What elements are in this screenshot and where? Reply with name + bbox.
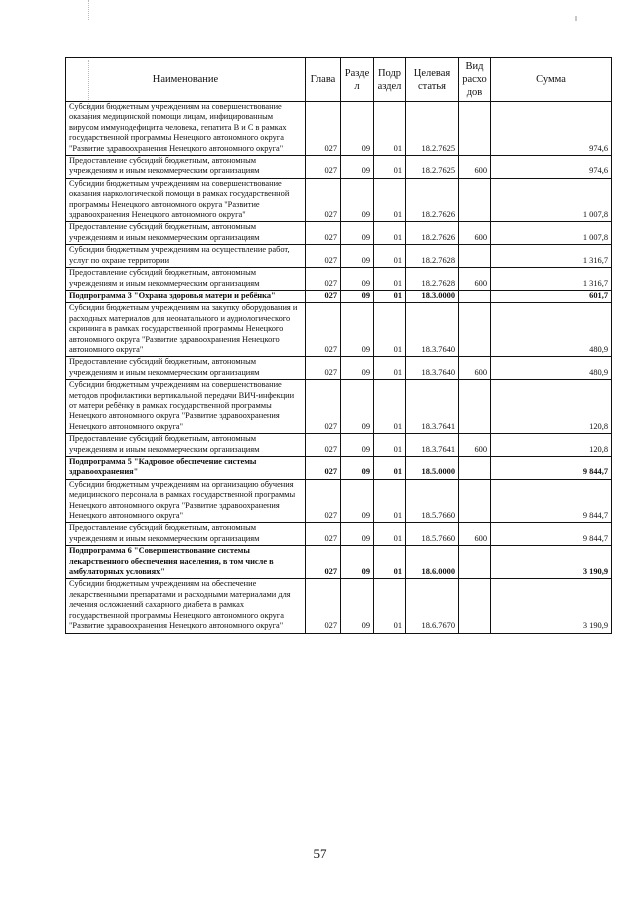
- cell-glava: 027: [306, 245, 341, 268]
- cell-vid: 600: [459, 222, 491, 245]
- cell-glava: 027: [306, 222, 341, 245]
- cell-vid: [459, 546, 491, 579]
- cell-name: Предоставление субсидий бюджетным, автономным учреждениям и иным некоммерческим организациям: [66, 268, 306, 291]
- table-row: [66, 290, 612, 302]
- cell-celevaya: 18.3.7640: [406, 303, 459, 357]
- cell-celevaya: 18.3.7640: [406, 357, 459, 380]
- cell-celevaya: 18.2.7625: [406, 156, 459, 179]
- cell-razdel: 09: [341, 546, 374, 579]
- cell-celevaya: 18.5.0000: [406, 457, 459, 480]
- scan-corner-mark: [575, 16, 577, 21]
- cell-razdel: 09: [341, 579, 374, 633]
- cell-vid: [459, 290, 491, 302]
- cell-vid: 600: [459, 434, 491, 457]
- cell-podrazdel: 01: [374, 156, 406, 179]
- cell-name: Субсидии бюджетным учреждениям на совершенствование методов профилактики вертикальной передачи ВИЧ-инфекции от матери ребёнку в рамках государственной программы Ненецкого автономного округа "Развитие здравоохранения Ненецкого автономного округа": [66, 380, 306, 434]
- cell-summa: 480,9: [491, 357, 612, 380]
- cell-name: Субсидии бюджетным учреждениям на обеспечение лекарственными препаратами и расходными материалами для лечения осложнений сахарного диабета в рамках государственной программы Ненецкого автономного округа "Развитие здравоохранения Ненецкого автономного округа": [66, 579, 306, 633]
- cell-summa: 9 844,7: [491, 523, 612, 546]
- header-glava: Глава: [306, 58, 341, 102]
- cell-vid: [459, 457, 491, 480]
- cell-name: Подпрограмма 6 "Совершенствование системы лекарственного обеспечения населения, в том числе в амбулаторных условиях": [66, 546, 306, 579]
- page-number: 57: [313, 846, 327, 861]
- header-razdel: Разде л: [341, 58, 374, 102]
- cell-name: Субсидии бюджетным учреждениям на совершенствование оказания медицинской помощи лицам, инфицированным вирусом иммунодефицита человека, гепатита В и С в рамках государственной программы Ненецкого автономного округа "Развитие здравоохранения Ненецкого автономного округа": [66, 102, 306, 156]
- cell-celevaya: 18.2.7628: [406, 245, 459, 268]
- cell-summa: 9 844,7: [491, 479, 612, 523]
- cell-razdel: 09: [341, 479, 374, 523]
- cell-summa: 974,6: [491, 156, 612, 179]
- cell-glava: 027: [306, 457, 341, 480]
- table-row: [66, 434, 612, 457]
- cell-name: Предоставление субсидий бюджетным, автономным учреждениям и иным некоммерческим организациям: [66, 357, 306, 380]
- cell-podrazdel: 01: [374, 380, 406, 434]
- table-row: [66, 479, 612, 523]
- cell-podrazdel: 01: [374, 303, 406, 357]
- table-row: [66, 156, 612, 179]
- budget-table: [65, 57, 612, 634]
- cell-razdel: 09: [341, 290, 374, 302]
- cell-razdel: 09: [341, 357, 374, 380]
- cell-razdel: 09: [341, 434, 374, 457]
- table-row: [66, 222, 612, 245]
- cell-podrazdel: 01: [374, 245, 406, 268]
- cell-razdel: 09: [341, 268, 374, 291]
- cell-podrazdel: 01: [374, 523, 406, 546]
- cell-vid: [459, 102, 491, 156]
- cell-vid: [459, 380, 491, 434]
- cell-celevaya: 18.6.7670: [406, 579, 459, 633]
- table-body: [66, 102, 612, 634]
- cell-vid: 600: [459, 268, 491, 291]
- header-summa: Сумма: [491, 58, 612, 102]
- table-row: [66, 457, 612, 480]
- cell-razdel: 09: [341, 222, 374, 245]
- cell-razdel: 09: [341, 178, 374, 222]
- header-podrazdel: Подр аздел: [374, 58, 406, 102]
- cell-glava: 027: [306, 178, 341, 222]
- cell-celevaya: 18.3.0000: [406, 290, 459, 302]
- cell-glava: 027: [306, 268, 341, 291]
- cell-celevaya: 18.5.7660: [406, 523, 459, 546]
- cell-vid: 600: [459, 523, 491, 546]
- cell-glava: 027: [306, 479, 341, 523]
- cell-razdel: 09: [341, 303, 374, 357]
- header-vid: Вид расхо дов: [459, 58, 491, 102]
- cell-vid: [459, 245, 491, 268]
- table-row: [66, 546, 612, 579]
- cell-glava: 027: [306, 102, 341, 156]
- cell-summa: 1 316,7: [491, 268, 612, 291]
- cell-celevaya: 18.2.7626: [406, 178, 459, 222]
- cell-name: Субсидии бюджетным учреждениям на закупку оборудования и расходных материалов для неонатального и аудиологического скрининга в рамках государственной программы Ненецкого автономного округа "Развитие здравоохранения Ненецкого автономного округа": [66, 303, 306, 357]
- cell-summa: 1 007,8: [491, 222, 612, 245]
- cell-summa: 3 190,9: [491, 579, 612, 633]
- cell-vid: 600: [459, 156, 491, 179]
- cell-podrazdel: 01: [374, 102, 406, 156]
- cell-podrazdel: 01: [374, 222, 406, 245]
- cell-celevaya: 18.5.7660: [406, 479, 459, 523]
- cell-glava: 027: [306, 380, 341, 434]
- cell-glava: 027: [306, 290, 341, 302]
- cell-razdel: 09: [341, 245, 374, 268]
- cell-glava: 027: [306, 303, 341, 357]
- cell-razdel: 09: [341, 523, 374, 546]
- table-row: [66, 357, 612, 380]
- table-row: [66, 268, 612, 291]
- table-row: [66, 523, 612, 546]
- cell-summa: 3 190,9: [491, 546, 612, 579]
- cell-vid: [459, 479, 491, 523]
- cell-vid: [459, 178, 491, 222]
- table-row: [66, 245, 612, 268]
- header-celevaya: Целевая статья: [406, 58, 459, 102]
- cell-podrazdel: 01: [374, 178, 406, 222]
- cell-podrazdel: 01: [374, 357, 406, 380]
- cell-podrazdel: 01: [374, 457, 406, 480]
- cell-celevaya: 18.3.7641: [406, 380, 459, 434]
- cell-summa: 9 844,7: [491, 457, 612, 480]
- cell-glava: 027: [306, 434, 341, 457]
- cell-podrazdel: 01: [374, 434, 406, 457]
- cell-glava: 027: [306, 546, 341, 579]
- cell-name: Субсидии бюджетным учреждениям на совершенствование оказания наркологической помощи в рамках государственной программы Ненецкого автономного округа "Развитие здравоохранения Ненецкого автономного округа": [66, 178, 306, 222]
- cell-razdel: 09: [341, 380, 374, 434]
- cell-razdel: 09: [341, 102, 374, 156]
- cell-podrazdel: 01: [374, 479, 406, 523]
- cell-glava: 027: [306, 156, 341, 179]
- cell-vid: 600: [459, 357, 491, 380]
- scan-margin-mark: [88, 0, 90, 20]
- cell-celevaya: 18.2.7628: [406, 268, 459, 291]
- header-name: Наименование: [66, 58, 306, 102]
- cell-summa: 601,7: [491, 290, 612, 302]
- cell-summa: 480,9: [491, 303, 612, 357]
- cell-name: Субсидии бюджетным учреждениям на осуществление работ, услуг по охране территории: [66, 245, 306, 268]
- cell-podrazdel: 01: [374, 546, 406, 579]
- cell-razdel: 09: [341, 457, 374, 480]
- cell-podrazdel: 01: [374, 290, 406, 302]
- cell-name: Подпрограмма 3 "Охрана здоровья матери и ребёнка": [66, 290, 306, 302]
- cell-celevaya: 18.2.7625: [406, 102, 459, 156]
- table-row: [66, 380, 612, 434]
- cell-summa: 120,8: [491, 434, 612, 457]
- cell-glava: 027: [306, 579, 341, 633]
- table-row: [66, 102, 612, 156]
- cell-summa: 1 316,7: [491, 245, 612, 268]
- cell-name: Предоставление субсидий бюджетным, автономным учреждениям и иным некоммерческим организациям: [66, 523, 306, 546]
- table-row: [66, 178, 612, 222]
- cell-podrazdel: 01: [374, 579, 406, 633]
- cell-glava: 027: [306, 523, 341, 546]
- cell-vid: [459, 579, 491, 633]
- cell-celevaya: 18.3.7641: [406, 434, 459, 457]
- table-header-row: [66, 58, 612, 102]
- cell-name: Предоставление субсидий бюджетным, автономным учреждениям и иным некоммерческим организациям: [66, 222, 306, 245]
- cell-podrazdel: 01: [374, 268, 406, 291]
- cell-summa: 120,8: [491, 380, 612, 434]
- table-row: [66, 303, 612, 357]
- cell-summa: 974,6: [491, 102, 612, 156]
- cell-summa: 1 007,8: [491, 178, 612, 222]
- cell-razdel: 09: [341, 156, 374, 179]
- cell-glava: 027: [306, 357, 341, 380]
- cell-name: Предоставление субсидий бюджетным, автономным учреждениям и иным некоммерческим организациям: [66, 156, 306, 179]
- cell-vid: [459, 303, 491, 357]
- cell-celevaya: 18.2.7626: [406, 222, 459, 245]
- cell-name: Предоставление субсидий бюджетным, автономным учреждениям и иным некоммерческим организациям: [66, 434, 306, 457]
- cell-name: Подпрограмма 5 "Кадровое обеспечение системы здравоохранения": [66, 457, 306, 480]
- table-row: [66, 579, 612, 633]
- cell-name: Субсидии бюджетным учреждениям на организацию обучения медицинского персонала в рамках государственной программы Ненецкого автономного округа "Развитие здравоохранения Ненецкого автономного округа": [66, 479, 306, 523]
- cell-celevaya: 18.6.0000: [406, 546, 459, 579]
